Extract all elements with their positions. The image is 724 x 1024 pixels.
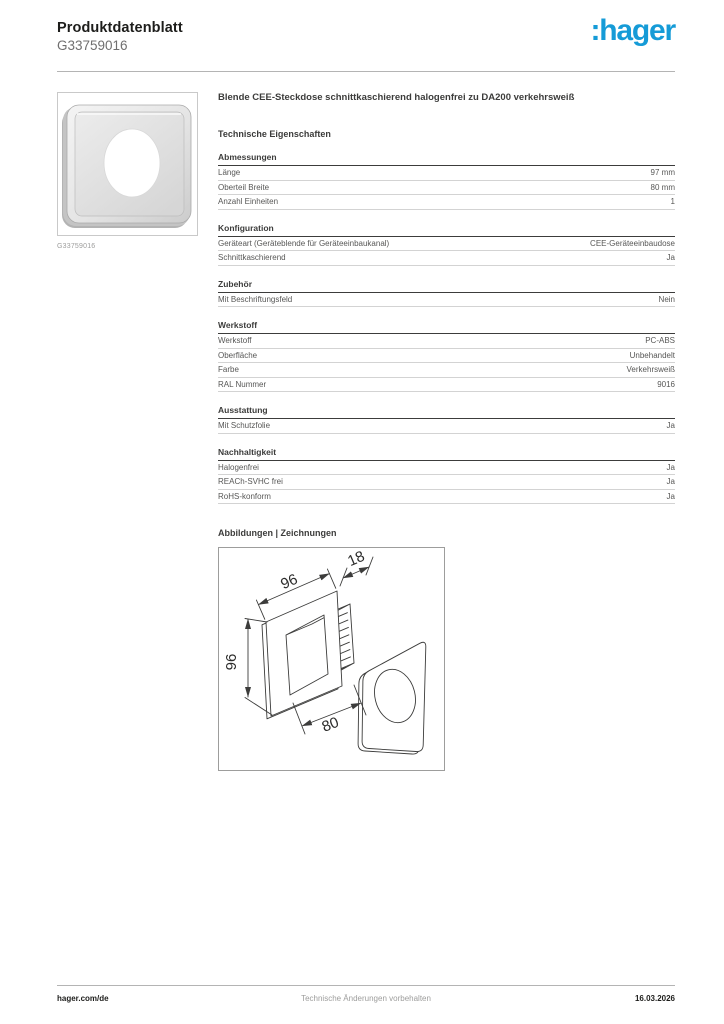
row-label: Oberteil Breite <box>218 182 270 192</box>
table-row <box>218 461 675 476</box>
spec-section-title: Zubehör <box>218 279 675 293</box>
hager-logo: :hager <box>590 14 675 47</box>
technical-drawing <box>218 547 445 771</box>
photo-caption: G33759016 <box>57 243 96 250</box>
page-footer <box>57 985 675 1006</box>
product-photo <box>57 92 198 236</box>
table-row <box>218 293 675 308</box>
table-row <box>218 251 675 266</box>
document-title: Produktdatenblatt <box>57 20 183 36</box>
footer-website-link[interactable]: hager.com/de <box>57 994 109 1003</box>
spec-section <box>218 320 675 392</box>
row-value: Ja <box>666 491 675 501</box>
content-column <box>218 92 675 771</box>
row-label: Länge <box>218 168 241 177</box>
row-label: Farbe <box>218 365 239 374</box>
row-label: Geräteart (Geräteblende für Geräteeinbaukanal) <box>218 238 390 248</box>
spec-section <box>218 405 675 434</box>
spec-section-title: Abmessungen <box>218 152 675 166</box>
row-label: RoHS-konform <box>218 491 271 501</box>
spec-section-rows <box>218 419 675 434</box>
spec-sections <box>218 152 675 504</box>
spec-section-rows <box>218 334 675 392</box>
drawing-faceplate <box>358 642 426 754</box>
row-value: Ja <box>666 477 675 486</box>
row-value: Ja <box>666 421 675 430</box>
tech-properties-heading: Technische Eigenschaften <box>218 129 331 139</box>
table-row <box>218 181 675 196</box>
row-label: Werkstoff <box>218 336 252 345</box>
figures-heading: Abbildungen | Zeichnungen <box>218 528 337 538</box>
row-value: Nein <box>658 294 675 304</box>
spec-section <box>218 223 675 266</box>
row-value: 9016 <box>657 379 675 389</box>
row-label: Oberfläche <box>218 350 258 360</box>
row-value: 80 mm <box>650 182 675 192</box>
spec-section-rows <box>218 166 675 210</box>
drawing-frame-body <box>262 591 354 719</box>
row-value: Ja <box>666 253 675 262</box>
row-label: Mit Schutzfolie <box>218 421 271 430</box>
row-value: 97 mm <box>650 168 675 177</box>
technical-drawing-svg <box>219 548 444 770</box>
table-row <box>218 334 675 349</box>
table-row <box>218 237 675 252</box>
spec-section-title: Nachhaltigkeit <box>218 447 675 461</box>
table-row <box>218 166 675 181</box>
row-value: CEE-Geräteeinbaudose <box>590 238 675 248</box>
table-row <box>218 475 675 490</box>
table-row <box>218 349 675 364</box>
row-label: Mit Beschriftungsfeld <box>218 294 293 304</box>
footer-date: 16.03.2026 <box>634 994 675 1003</box>
row-label: Halogenfrei <box>218 462 259 472</box>
spec-section-rows <box>218 293 675 308</box>
product-figure-column <box>57 92 198 250</box>
dim-label-inner-width: 80 <box>319 713 342 736</box>
spec-section <box>218 279 675 308</box>
table-row <box>218 378 675 393</box>
spec-section-title: Konfiguration <box>218 223 675 237</box>
dim-label-depth: 18 <box>345 548 368 570</box>
page-header <box>57 0 675 72</box>
row-value: Ja <box>666 462 675 472</box>
spec-section-title: Werkstoff <box>218 320 675 334</box>
product-photo-render <box>58 93 197 235</box>
dim-label-height: 96 <box>223 653 240 671</box>
row-label: REACh-SVHC frei <box>218 477 283 486</box>
row-value: Unbehandelt <box>629 350 675 360</box>
spec-section <box>218 447 675 505</box>
document-reference: G33759016 <box>57 38 128 53</box>
row-value: 1 <box>670 197 675 206</box>
row-label: Schnittkaschierend <box>218 253 286 262</box>
dim-label-top-width: 96 <box>278 570 301 593</box>
table-row <box>218 363 675 378</box>
table-row <box>218 195 675 210</box>
footer-notice: Technische Änderungen vorbehalten <box>301 994 431 1003</box>
spec-section-rows <box>218 461 675 505</box>
spec-section-title: Ausstattung <box>218 405 675 419</box>
product-title: Blende CEE-Steckdose schnittkaschierend halogenfrei zu DA200 verkehrsweiß <box>218 92 575 103</box>
row-label: RAL Nummer <box>218 379 267 389</box>
row-value: PC-ABS <box>645 336 675 345</box>
spec-section-rows <box>218 237 675 266</box>
row-value: Verkehrsweiß <box>626 365 675 374</box>
table-row <box>218 419 675 434</box>
row-label: Anzahl Einheiten <box>218 197 279 206</box>
spec-section <box>218 152 675 210</box>
table-row <box>218 490 675 505</box>
